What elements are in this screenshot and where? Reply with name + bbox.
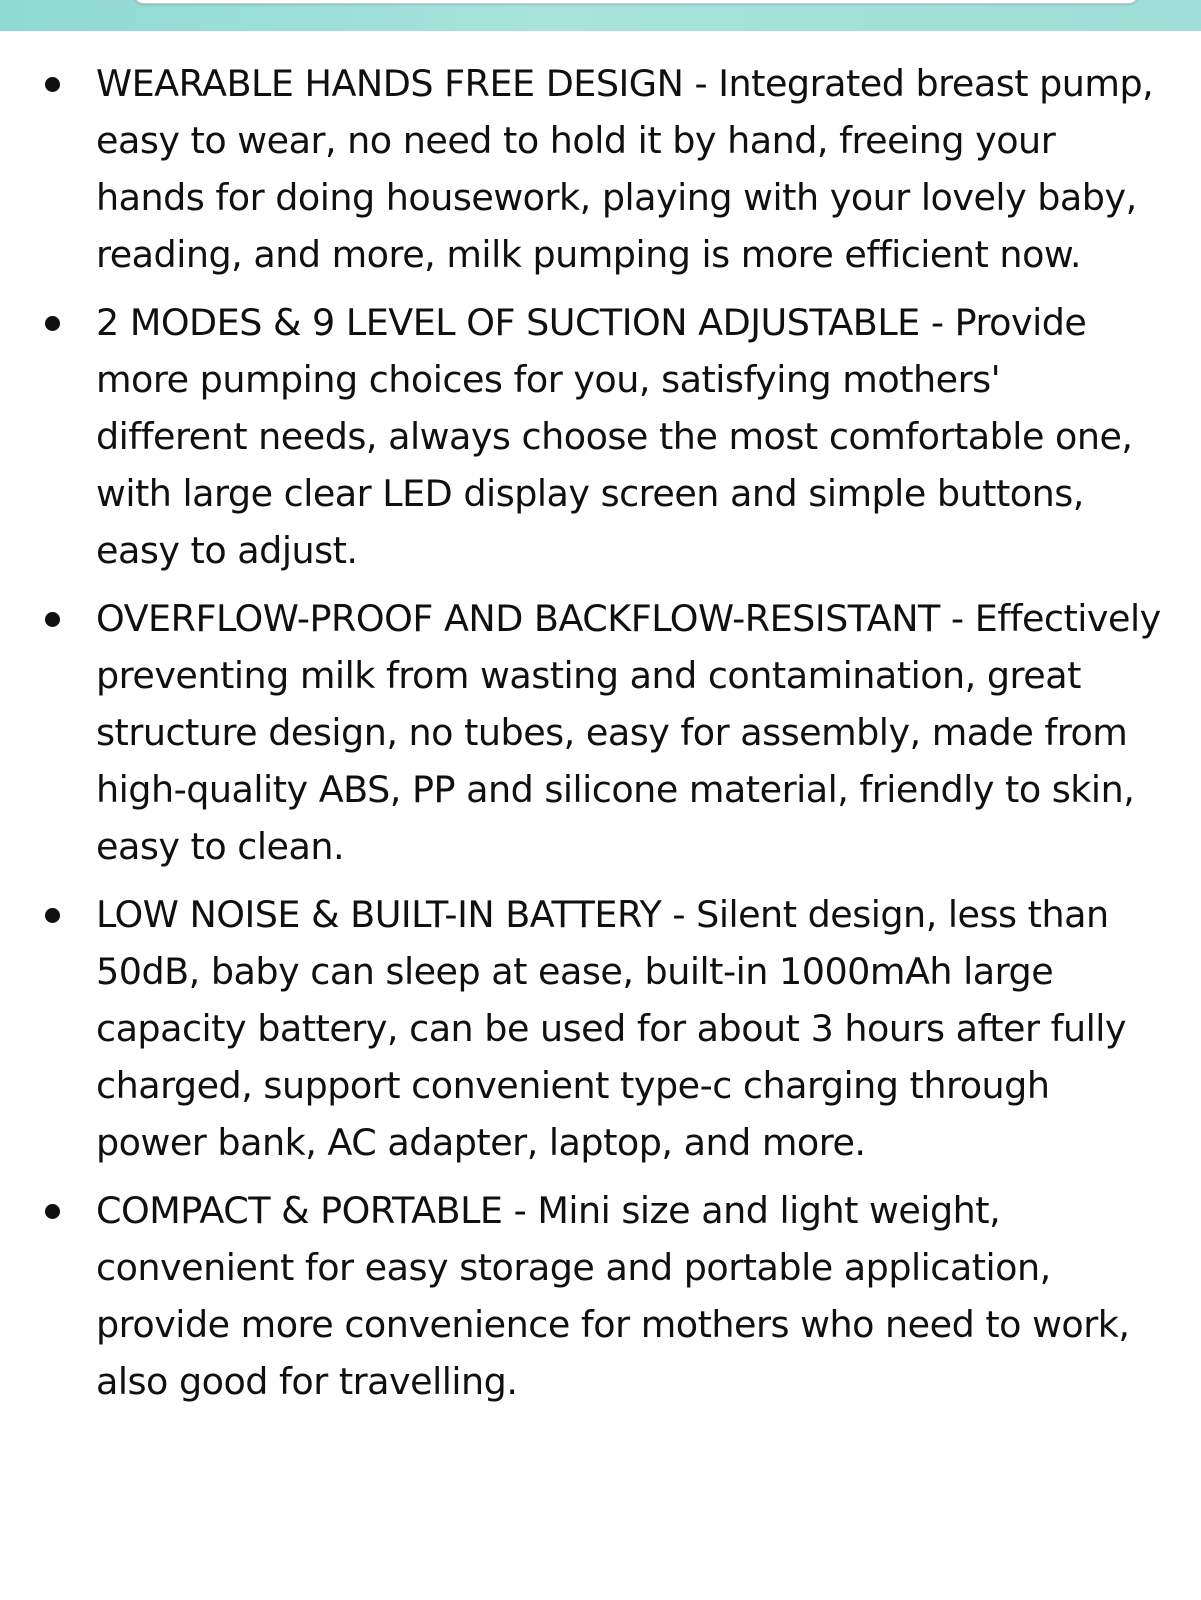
feature-bullet-wearable	[0, 55, 1201, 283]
feature-bullet-overflow-proof	[0, 590, 1201, 875]
feature-bullet-text: COMPACT & PORTABLE - Mini size and light weight, convenient for easy storage and portable application, provide more convenience for mothers who need to work, also good for travelling.	[96, 1189, 1130, 1403]
bullet-dot-icon	[45, 1204, 60, 1219]
feature-bullet-text: WEARABLE HANDS FREE DESIGN - Integrated breast pump, easy to wear, no need to hold it by hand, freeing your hands for doing housework, playing with your lovely baby, reading, and more, milk pumping is more efficient now.	[96, 62, 1154, 276]
header-gradient-strip	[0, 0, 1201, 31]
feature-bullet-text: OVERFLOW-PROOF AND BACKFLOW-RESISTANT - Effectively preventing milk from wasting and contamination, great structure design, no tubes, easy for assembly, made from high-quality ABS, PP and silicone material, friendly to skin, easy to clean.	[96, 597, 1161, 868]
feature-bullet-text: 2 MODES & 9 LEVEL OF SUCTION ADJUSTABLE - Provide more pumping choices for you, satisfying mothers' different needs, always choose the most comfortable one, with large clear LED display screen and simple buttons, easy to adjust.	[96, 301, 1133, 572]
bullet-dot-icon	[45, 77, 60, 92]
feature-bullet-text: LOW NOISE & BUILT-IN BATTERY - Silent design, less than 50dB, baby can sleep at ease, built-in 1000mAh large capacity battery, can be used for about 3 hours after fully charged, support convenient type-c charging through power bank, AC adapter, laptop, and more.	[96, 893, 1126, 1164]
feature-bullet-list	[0, 55, 1201, 1421]
bullet-dot-icon	[45, 908, 60, 923]
bullet-dot-icon	[45, 612, 60, 627]
bullet-dot-icon	[45, 316, 60, 331]
feature-bullet-suction-modes	[0, 294, 1201, 579]
search-bar-bottom-edge[interactable]	[132, 0, 1140, 4]
feature-bullet-compact-portable	[0, 1182, 1201, 1410]
feature-bullet-low-noise-battery	[0, 886, 1201, 1171]
